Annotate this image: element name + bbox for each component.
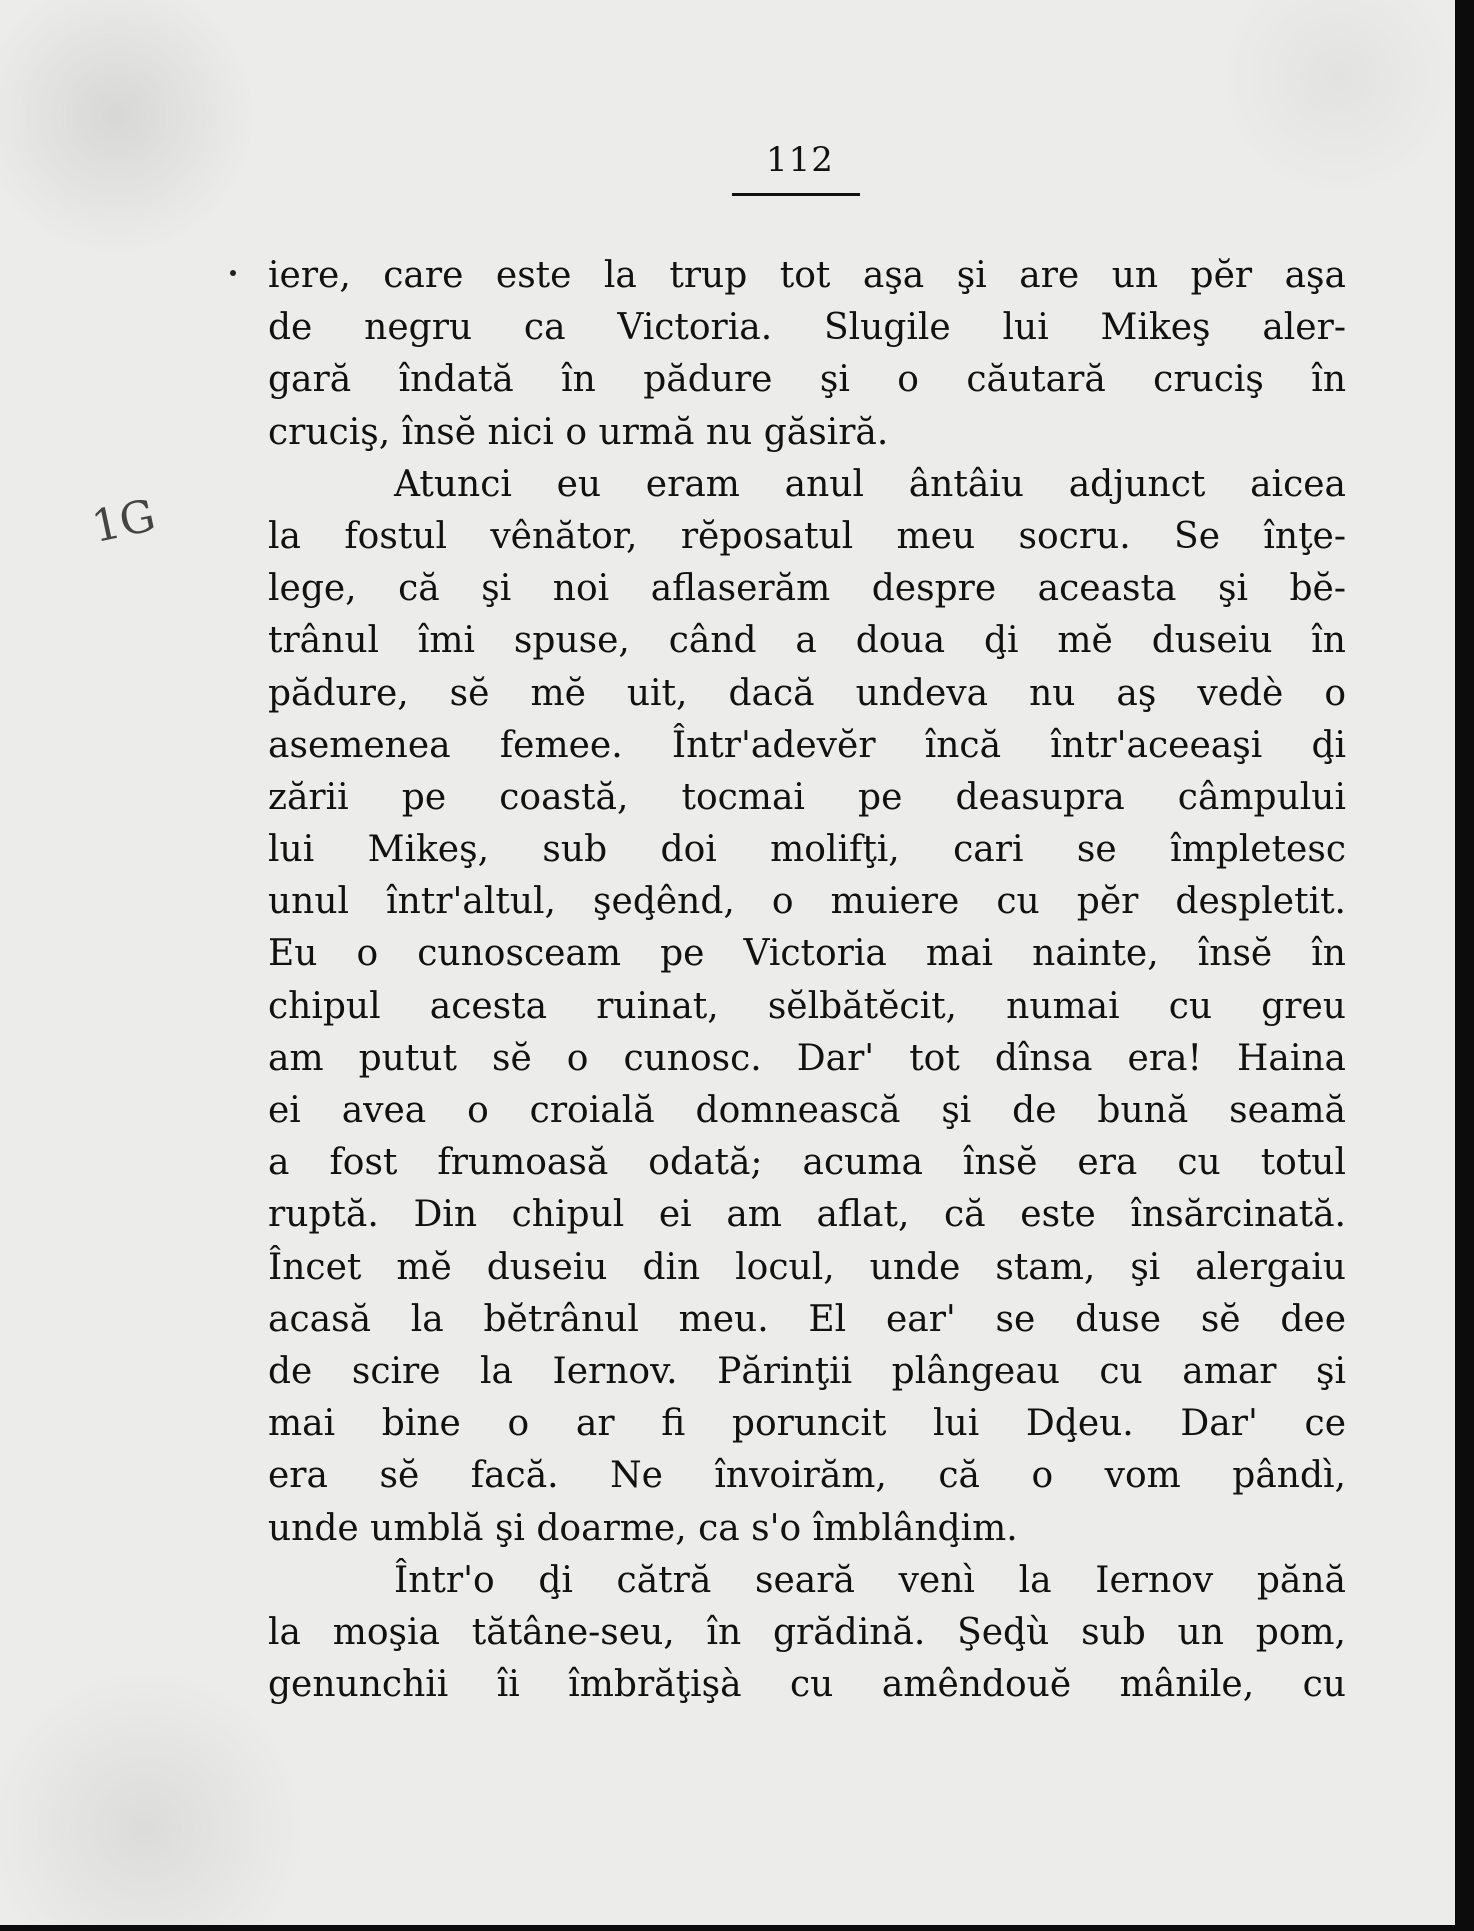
text-line: unde umblă şi doarme, ca s'o îmblânḑim. bbox=[268, 1507, 1018, 1549]
text-line: chipul acesta ruinat, sĕlbătĕcit, numai cu greu bbox=[268, 985, 1346, 1027]
text-line: Eu o cunosceam pe Victoria mai nainte, însĕ în bbox=[268, 933, 1346, 975]
text-line: asemenea femee. Într'adevĕr încă într'aceeaşi ḑi bbox=[268, 724, 1346, 766]
text-line: Într'o ḑi cătră seară venì la Iernov pănă bbox=[394, 1559, 1346, 1601]
text-line: la moşia tătâne-seu, în grădină. Şeḑù sub un pom, bbox=[268, 1611, 1346, 1653]
text-line: am putut sĕ o cunosc. Dar' tot dînsa era! Haina bbox=[268, 1037, 1346, 1079]
page-number-rule bbox=[732, 193, 860, 196]
text-line: Atunci eu eram anul ântâiu adjunct aicea bbox=[394, 463, 1346, 505]
page-number: 112 bbox=[766, 140, 834, 180]
body-text bbox=[268, 250, 1346, 1711]
scan-border-right bbox=[1455, 0, 1474, 1931]
margin-pencil-note: 1G bbox=[87, 489, 160, 554]
text-line: Încet mĕ duseiu din locul, unde stam, şi alergaiu bbox=[268, 1246, 1346, 1288]
text-line: genunchii îi îmbrăţişà cu amêndouĕ mânile, cu bbox=[268, 1664, 1346, 1706]
text-line: mai bine o ar fi poruncit lui Dḑeu. Dar' ce bbox=[268, 1403, 1346, 1445]
text-line: la fostul vênător, rĕposatul meu socru. Se înţe- bbox=[268, 515, 1346, 557]
text-line: gară îndată în pădure şi o căutară cruciş în bbox=[268, 359, 1346, 401]
text-line: pădure, sĕ mĕ uit, dacă undeva nu aş vedè o bbox=[268, 672, 1346, 714]
text-line: cruciş, însĕ nici o urmă nu găsiră. bbox=[268, 411, 889, 453]
text-line: unul într'altul, şeḑênd, o muiere cu pĕr despletit. bbox=[268, 881, 1346, 923]
text-line: zării pe coastă, tocmai pe deasupra câmpului bbox=[268, 776, 1346, 818]
text-line: trânul îmi spuse, când a doua ḑi mĕ duseiu în bbox=[268, 620, 1346, 662]
text-line: lui Mikeş, sub doi molifţi, cari se împletesc bbox=[268, 829, 1346, 871]
text-line: de scire la Iernov. Părinţii plângeau cu amar şi bbox=[268, 1350, 1346, 1392]
text-line: ruptă. Din chipul ei am aflat, că este însărcinată. bbox=[268, 1194, 1346, 1236]
text-line: era sĕ facă. Ne învoirăm, că o vom pândì, bbox=[268, 1455, 1346, 1497]
text-line: de negru ca Victoria. Slugile lui Mikeş aler- bbox=[268, 307, 1346, 349]
stray-ink-dot bbox=[230, 270, 236, 276]
text-line: lege, că şi noi aflaserăm despre aceasta şi bĕ- bbox=[268, 568, 1346, 610]
scan-border-bottom bbox=[0, 1925, 1474, 1931]
text-line: a fost frumoasă odată; acuma însĕ era cu totul bbox=[268, 1142, 1346, 1184]
text-line: acasă la bĕtrânul meu. El ear' se duse sĕ dee bbox=[268, 1298, 1346, 1340]
text-line: ei avea o croială domnească şi de bună seamă bbox=[268, 1090, 1346, 1131]
text-line: iere, care este la trup tot aşa şi are un pĕr aşa bbox=[268, 255, 1346, 296]
